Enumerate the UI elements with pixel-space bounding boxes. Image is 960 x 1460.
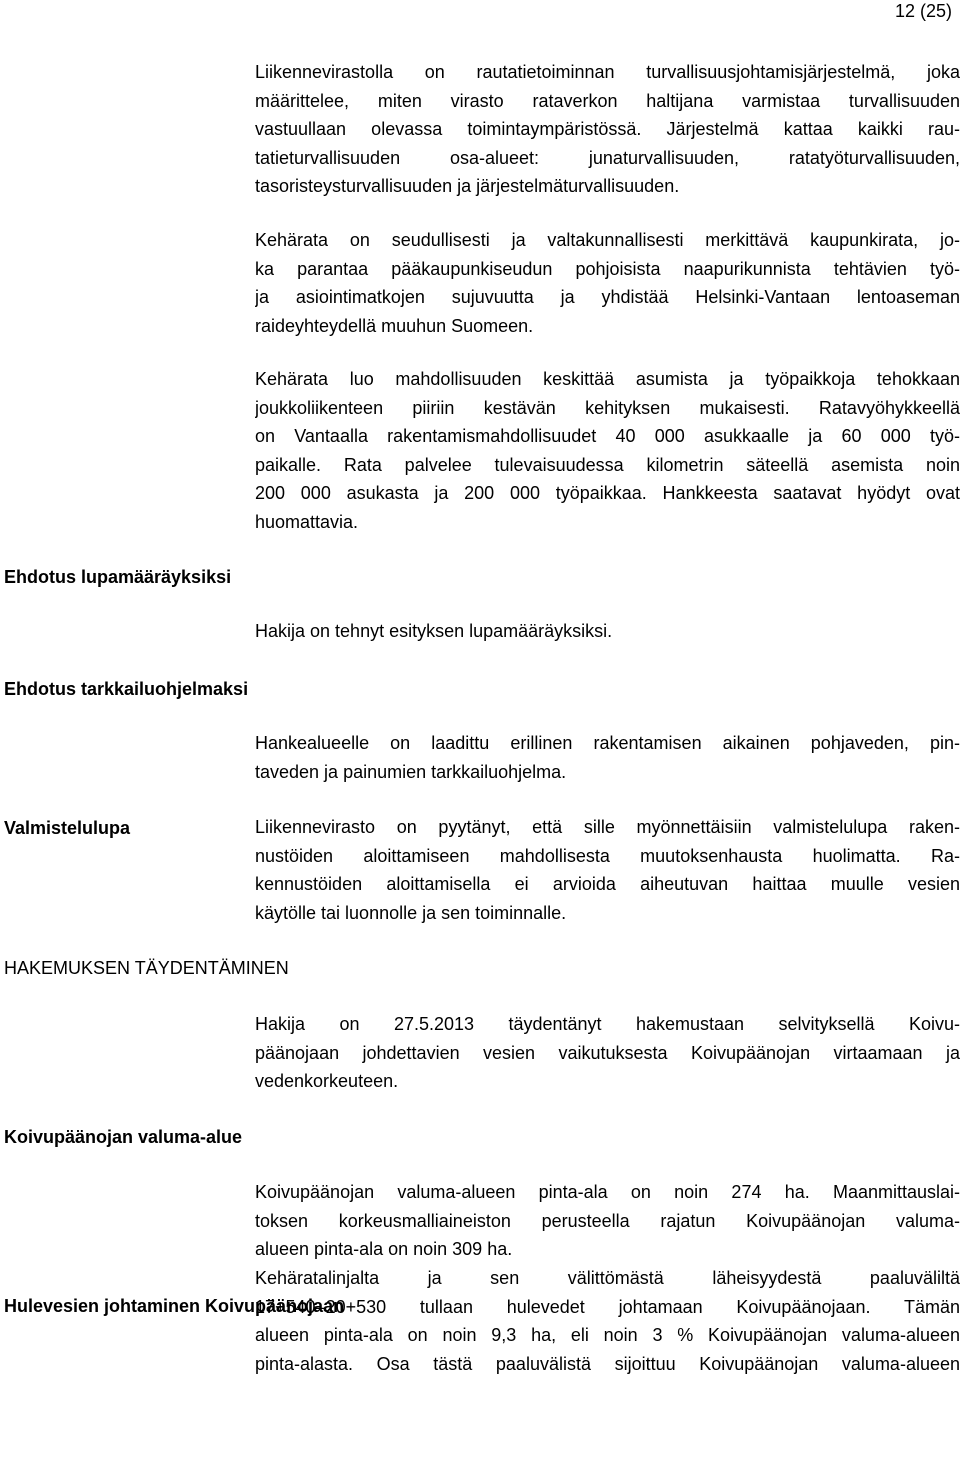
text-line: Hankealueelle on laadittu erillinen rakentamisen aikainen pohjaveden, pin-: [255, 733, 960, 753]
text-line: Kehärata luo mahdollisuuden keskittää asumista ja työpaikkoja tehokkaan: [255, 369, 960, 389]
section-heading-hulevedet: Hulevesien johtaminen Koivupäänojaan: [4, 1296, 345, 1316]
section-heading-valmistelulupa: Valmistelulupa: [4, 818, 131, 838]
text-line: Liikennevirasto on pyytänyt, että sille myönnettäisiin valmistelulupa raken-: [255, 817, 960, 837]
section-body-hulevedet: [255, 1264, 960, 1378]
text-line: tasoristeysturvallisuuden ja järjestelmäturvallisuuden.: [255, 176, 680, 197]
intro-paragraph-3: [255, 365, 960, 537]
text-line: pinta-alasta. Osa tästä paaluvälistä sijoittuu Koivupäänojan valuma-alueen: [255, 1353, 960, 1374]
text-line: ja asiointimatkojen sujuvuutta ja yhdistää Helsinki-Vantaan lentoaseman: [255, 287, 960, 308]
text-line: joukkoliikenteen piiriin kestävän kehityksen mukaisesti. Ratavyöhykkeellä: [255, 397, 960, 418]
section-heading-lupamaarays: Ehdotus lupamääräyksiksi: [4, 567, 232, 587]
text-line: vedenkorkeuteen.: [255, 1071, 399, 1092]
page-number: 12 (25): [894, 1, 952, 21]
text-line: alueen pinta-ala on noin 9,3 ha, eli noin 3 % Koivupäänojan valuma-alueen: [255, 1325, 960, 1346]
text-line: Hakija on tehnyt esityksen lupamääräyksiksi.: [255, 621, 613, 641]
section-body-tarkkailuohjelma: [255, 729, 960, 786]
text-line: tatieturvallisuuden osa-alueet: junaturvallisuuden, ratatyöturvallisuuden,: [255, 147, 960, 168]
text-line: nustöiden aloittamiseen mahdollisesta muutoksenhausta huolimatta. Ra-: [255, 845, 960, 866]
text-line: on Vantaalla rakentamismahdollisuudet 40 000 asukkaalle ja 60 000 työ-: [255, 426, 960, 447]
section-heading-tarkkailuohjelma: Ehdotus tarkkailuohjelmaksi: [4, 679, 249, 699]
section-body-valmistelulupa: [255, 813, 960, 927]
text-line: 17+540–20+530 tullaan hulevedet johtamaan Koivupäänojaan. Tämän: [255, 1296, 960, 1317]
text-line: Kehärata on seudullisesti ja valtakunnallisesti merkittävä kaupunkirata, jo-: [255, 230, 960, 250]
intro-paragraph-1: [255, 58, 960, 201]
text-line: alueen pinta-ala on noin 309 ha.: [255, 1239, 513, 1260]
text-line: määrittelee, miten virasto rataverkon haltijana varmistaa turvallisuuden: [255, 90, 960, 111]
text-line: huomattavia.: [255, 511, 359, 532]
text-line: vastuullaan olevassa toimintaympäristössä. Järjestelmä kattaa kaikki rau-: [255, 119, 960, 140]
text-line: taveden ja painumien tarkkailuohjelma.: [255, 761, 567, 782]
text-line: 200 000 asukasta ja 200 000 työpaikkaa. Hankkeesta saatavat hyödyt ovat: [255, 483, 960, 504]
section-body-valuma-alue: [255, 1178, 960, 1264]
intro-paragraph-2: [255, 226, 960, 340]
text-line: käytölle tai luonnolle ja sen toiminnalle.: [255, 902, 567, 923]
section-body-taydentaminen: [255, 1010, 960, 1096]
text-line: päänojaan johdettavien vesien vaikutuksesta Koivupäänojan virtaamaan ja: [255, 1042, 960, 1063]
text-line: ka parantaa pääkaupunkiseudun pohjoisista naapurikunnista tehtävien työ-: [255, 258, 960, 279]
section-body-lupamaarays: [255, 617, 960, 646]
text-line: Liikennevirastolla on rautatietoiminnan turvallisuusjohtamisjärjestelmä, joka: [255, 62, 960, 82]
section-heading-taydentaminen: HAKEMUKSEN TÄYDENTÄMINEN: [4, 958, 289, 978]
text-line: Koivupäänojan valuma-alueen pinta-ala on noin 274 ha. Maanmittauslai-: [255, 1182, 960, 1202]
text-line: paikalle. Rata palvelee tulevaisuudessa kilometrin säteellä asemista noin: [255, 454, 960, 475]
text-line: kennustöiden aloittamisella ei arvioida aiheutuvan haittaa muulle vesien: [255, 874, 960, 895]
section-heading-valuma-alue: Koivupäänojan valuma-alue: [4, 1127, 243, 1147]
text-line: raideyhteydellä muuhun Suomeen.: [255, 315, 534, 336]
text-line: Hakija on 27.5.2013 täydentänyt hakemustaan selvityksellä Koivu-: [255, 1014, 960, 1034]
text-line: toksen korkeusmalliaineiston perusteella rajatun Koivupäänojan valuma-: [255, 1210, 960, 1231]
text-line: Kehäratalinjalta ja sen välittömästä läheisyydestä paaluväliltä: [255, 1268, 960, 1288]
